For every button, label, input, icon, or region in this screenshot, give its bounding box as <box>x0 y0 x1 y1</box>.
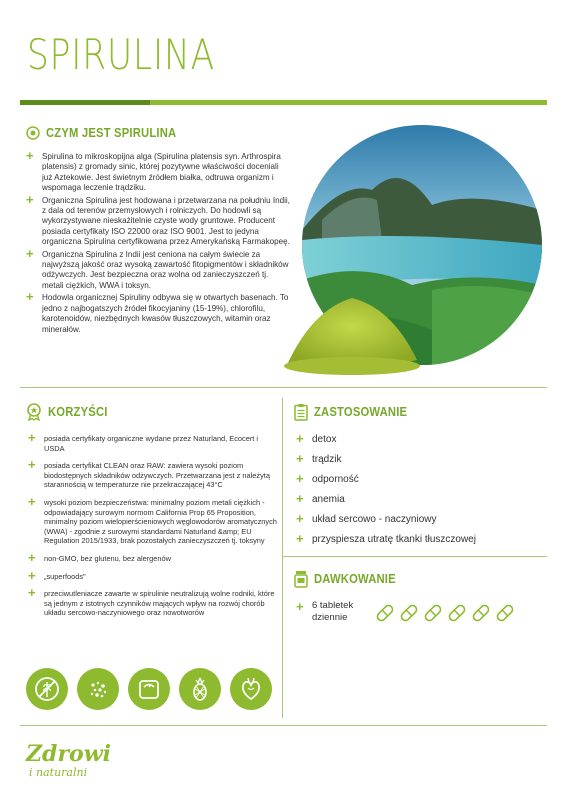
dosage-row <box>296 600 546 624</box>
section-heading-label: KORZYŚCI <box>48 405 108 419</box>
plus-icon: + <box>296 599 304 614</box>
tablets-illustration <box>374 602 516 624</box>
tablet-icon <box>494 602 516 624</box>
list-item <box>296 511 536 526</box>
list-item-text: „superfoods" <box>44 571 86 581</box>
tablet-icon <box>470 602 492 624</box>
plus-icon: + <box>296 531 304 546</box>
weight-scale-icon <box>128 668 170 710</box>
plus-icon: + <box>28 585 36 601</box>
list-item <box>296 471 536 486</box>
list-item-text: przeciwutleniacze zawarte w spirulinie neutralizują wolne rodniki, które są jednym z istotnych czynników mających wpływ na rozwój chorób układu sercowo-naczyniowego oraz nowotworów <box>44 589 275 618</box>
brand-line-1: Zdrowi <box>26 741 112 767</box>
list-item-text: trądzik <box>312 454 342 465</box>
section-heading-dosage <box>294 570 405 588</box>
page-title: SPIRULINA <box>27 30 215 79</box>
no-wheat-icon <box>26 668 68 710</box>
tablet-icon <box>374 602 396 624</box>
list-item <box>296 431 536 446</box>
feature-icons <box>26 668 272 710</box>
brand-logo <box>26 742 111 779</box>
list-item-text: przyspiesza utratę tkanki tłuszczowej <box>312 534 476 545</box>
plus-icon: + <box>28 457 36 473</box>
plus-icon: + <box>296 471 304 486</box>
heart-icon <box>230 668 272 710</box>
list-item <box>26 191 291 248</box>
clipboard-icon <box>294 403 308 421</box>
list-item-text: układ sercowo - naczyniowy <box>312 514 437 525</box>
what-is-list <box>26 148 291 337</box>
list-item <box>26 245 291 292</box>
list-item-text: wysoki poziom bezpieczeństwa: minimalny poziom metali ciężkich - odpowiadający surowym normom California Prop 65 Proposition, minimalny poziom wielopierścieniowych węglowodorów aromatycznych (WWA) - zgodnie z surowymi standardami Naturland &amp; EU Regulation 2015/1933, brak pozostałych zanieczyszczeń tj. toksyny <box>44 497 277 546</box>
usage-list <box>296 431 536 554</box>
list-item-text: Spirulina to mikroskopijna alga (Spirulina platensis syn. Arthrospira platensis) z gromady sinic, której pozytywne właściwości doceniali już Aztekowie. Jest świetnym źródłem białka, odtruwa organizm i wspomaga leczenie trądziku. <box>42 152 281 193</box>
dosage-text: 6 tabletek dziennie <box>312 600 354 623</box>
tablet-icon <box>398 602 420 624</box>
list-item <box>296 451 536 466</box>
plus-icon: + <box>296 431 304 446</box>
list-item <box>296 491 536 506</box>
list-item <box>26 289 291 335</box>
section-divider <box>283 556 547 557</box>
tablet-icon <box>446 602 468 624</box>
footer-divider <box>20 725 547 726</box>
section-heading-usage <box>294 403 418 421</box>
list-item-text: Organiczna Spirulina jest hodowana i przetwarzana na południu Indii, z dala od terenów przemysłowych i rolniczych. Do hodowli są wykorzystywane nieskażitelnie czyste wody gruntowe. Producent posiada certyfikaty ISO 22000 oraz ISO 9001. Jest to jedyna organiczna Spirulina certyfikowana przez Amerykańską Farmakopeę. <box>42 195 290 247</box>
pineapple-icon <box>179 668 221 710</box>
award-icon <box>26 403 42 421</box>
list-item-text: Organiczna Spirulina z Indii jest ceniona na całym świecie za najwyższą jakość oraz wysoką zawartość fitopigmentów i składników odżywczych. Jest bezpieczna oraz wolna od zanieczyszczeń tj. metali ciężkich, WWA i toksyn. <box>42 249 289 290</box>
list-item <box>28 567 278 583</box>
list-item-text: anemia <box>312 494 345 505</box>
title-rule <box>20 100 547 105</box>
list-item-text: Hodowla organicznej Spiruliny odbywa się w otwartych basenach. To jedno z najbogatszych źródeł fikocyjaniny (15-19%), chlorofilu, karotenoidów, niezbędnych kwasów tłuszczowych, witamin oraz minerałów. <box>42 293 289 334</box>
column-divider <box>282 398 283 718</box>
list-item <box>28 430 278 453</box>
plus-icon: + <box>28 430 36 445</box>
plus-icon: + <box>26 191 34 207</box>
list-item <box>28 457 278 490</box>
section-heading-label: DAWKOWANIE <box>314 572 396 586</box>
list-item-text: detox <box>312 434 337 445</box>
pill-bottle-icon <box>294 570 308 588</box>
list-item-text: non-GMO, bez glutenu, bez alergenów <box>44 553 171 563</box>
plus-icon: + <box>28 493 36 509</box>
section-heading-label: CZYM JEST SPIRULINA <box>46 126 177 140</box>
plus-icon: + <box>26 289 34 305</box>
list-item-text: odporność <box>312 474 359 485</box>
list-item <box>296 531 536 546</box>
section-heading-benefits <box>26 403 114 421</box>
section-divider <box>20 387 547 388</box>
list-item-text: posiada certyfikaty organiczne wydane przez Naturland, Ecocert i USDA <box>44 434 259 453</box>
plus-icon: + <box>296 491 304 506</box>
list-item <box>28 493 278 546</box>
allergen-free-icon <box>77 668 119 710</box>
plus-icon: + <box>296 451 304 466</box>
list-item <box>26 148 291 194</box>
plus-icon: + <box>26 245 34 261</box>
plus-icon: + <box>296 511 304 526</box>
hero-image <box>282 120 542 380</box>
benefits-list <box>28 430 278 626</box>
list-item <box>28 585 278 618</box>
section-heading-what-is <box>26 126 191 140</box>
tablet-icon <box>422 602 444 624</box>
plus-icon: + <box>28 567 36 583</box>
plus-icon: + <box>28 549 36 565</box>
section-heading-label: ZASTOSOWANIE <box>314 405 408 419</box>
plus-icon: + <box>26 148 34 163</box>
brand-line-2: i naturalni <box>29 766 88 779</box>
list-item-text: posiada certyfikat CLEAN oraz RAW: zawiera wysoki poziom biodostępnych składników odżywczych. Przetwarzana jest z należytą starannością w temperaturze nie przekraczającej 43°C <box>44 461 270 490</box>
leaf-bullet-icon <box>26 126 40 140</box>
list-item <box>28 549 278 565</box>
